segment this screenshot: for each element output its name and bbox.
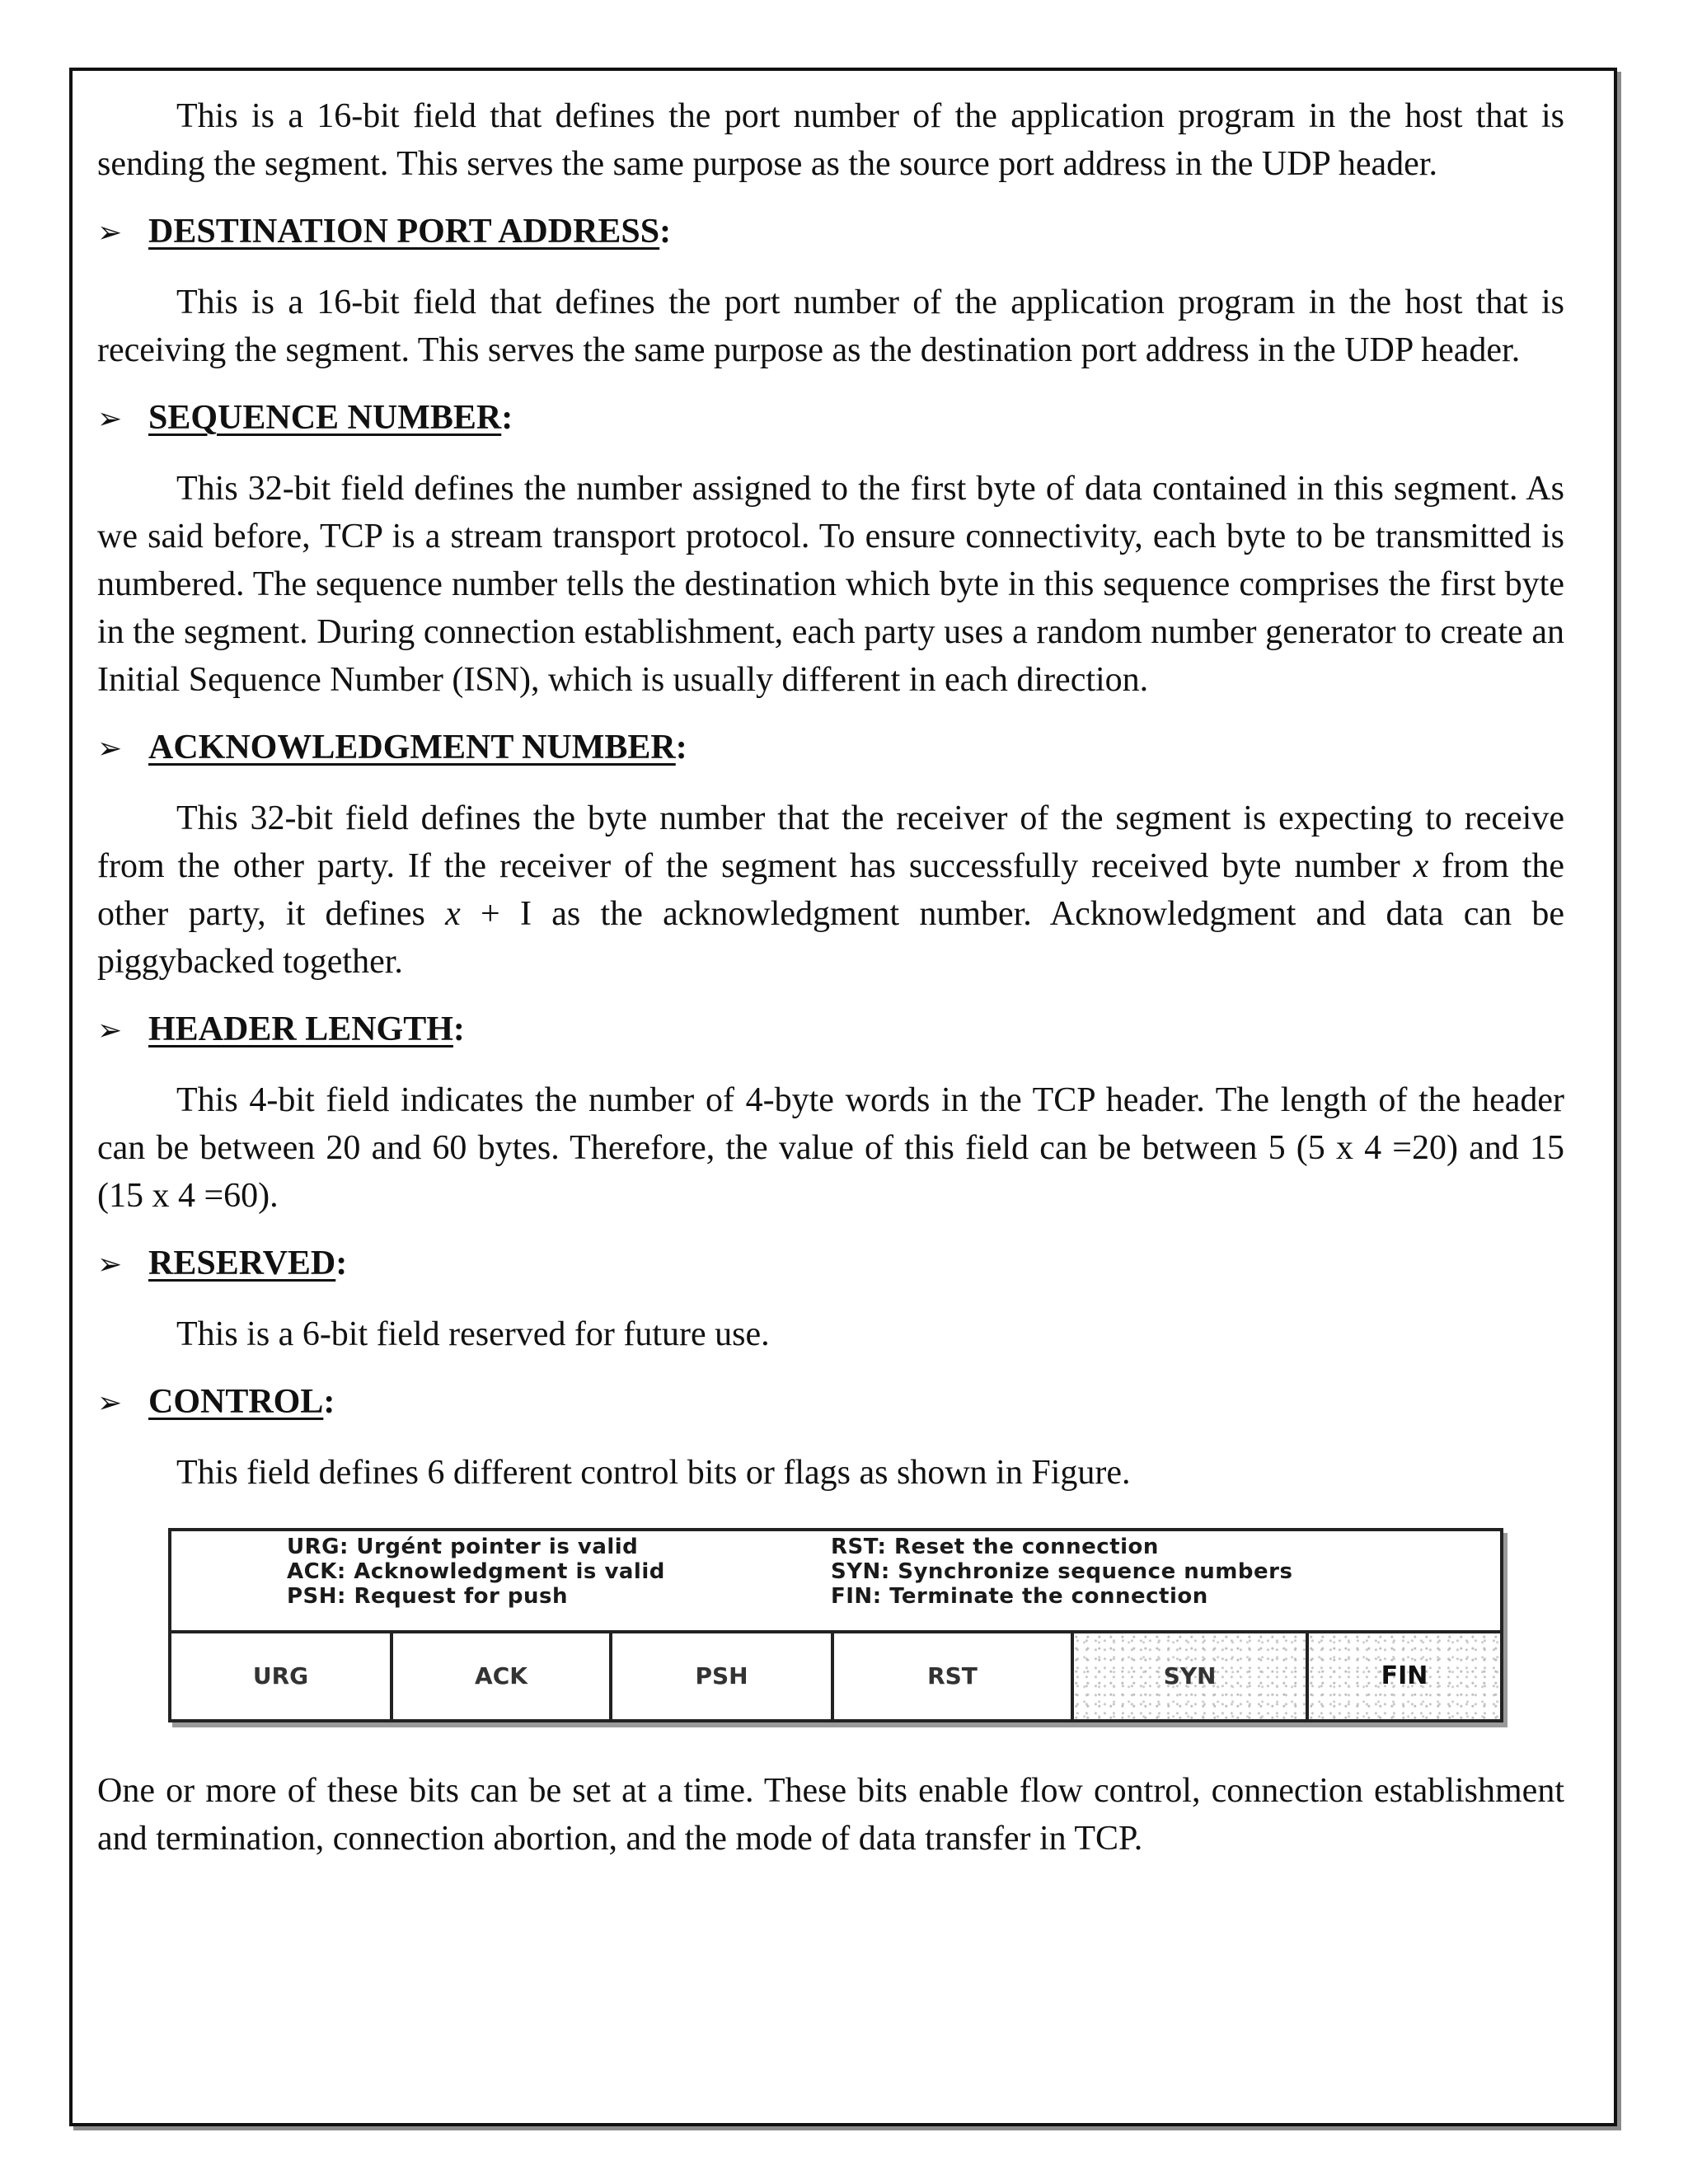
control-paragraph: This field defines 6 different control bits or flags as shown in Figure.	[176, 1454, 1131, 1492]
heading-text: CONTROL	[148, 1383, 324, 1421]
flag-cell-ack: ACK	[393, 1633, 612, 1719]
legend-line: SYN: Synchronize sequence numbers	[831, 1559, 1293, 1584]
flag-cell-rst: RST	[834, 1633, 1074, 1719]
acknowledgment-number-paragraph: This 32-bit field defines the byte number that the receiver of the segment is expecting to receive from the other party. If the receiver of the segment has successfully received byte number x from the other party, it defines x + I as the acknowledgment number. Acknowledgment and data can be piggybacked together.	[97, 799, 1565, 981]
arrow-bullet-icon: ➢	[97, 1014, 123, 1047]
flag-cell-fin: FIN	[1309, 1633, 1500, 1719]
section-heading-sequence-number: ➢ SEQUENCE NUMBER :	[97, 394, 1564, 443]
flag-bit-row	[171, 1630, 1500, 1719]
legend-line: RST: Reset the connection	[831, 1535, 1159, 1559]
heading-text: ACKNOWLEDGMENT NUMBER	[148, 729, 676, 766]
intro-paragraph: This is a 16-bit field that defines the port number of the application program in the host that is sending the segment. This serves the same purpose as the source port address in the UDP header.	[97, 97, 1564, 183]
legend-line: URG: Urgént pointer is valid	[287, 1535, 639, 1559]
arrow-bullet-icon: ➢	[97, 732, 123, 766]
control-flags-figure	[168, 1528, 1503, 1722]
section-heading-header-length: ➢ HEADER LENGTH :	[97, 1005, 1564, 1055]
arrow-bullet-icon: ➢	[97, 216, 123, 250]
section-heading-acknowledgment-number: ➢ ACKNOWLEDGMENT NUMBER :	[97, 724, 1564, 773]
heading-text: DESTINATION PORT ADDRESS	[148, 213, 660, 251]
legend-line: ACK: Acknowledgment is valid	[287, 1559, 665, 1584]
document-body	[97, 92, 1564, 1863]
header-length-paragraph: This 4-bit field indicates the number of 4-byte words in the TCP header. The length of the header can be between 20 and 60 bytes. Therefore, the value of this field can be between 5 (5 x 4 =20) and 15 (15 x 4 =60).	[97, 1081, 1564, 1215]
heading-text: RESERVED	[148, 1244, 336, 1282]
sequence-number-paragraph: This 32-bit field defines the number assigned to the first byte of data contained in this segment. As we said before, TCP is a stream transport protocol. To ensure connectivity, each byte to be transmitted is numbered. The sequence number tells the destination which byte in this sequence comprises the first byte in the segment. During connection establishment, each party uses a random number generator to create an Initial Sequence Number (ISN), which is usually different in each direction.	[97, 470, 1564, 699]
legend-line: FIN: Terminate the connection	[831, 1584, 1208, 1609]
destination-port-paragraph: This is a 16-bit field that defines the port number of the application program in the host that is receiving the segment. This serves the same purpose as the destination port address in the UDP header.	[97, 284, 1564, 369]
arrow-bullet-icon: ➢	[97, 1386, 123, 1420]
heading-text: SEQUENCE NUMBER	[148, 399, 502, 437]
flag-cell-syn: SYN	[1074, 1633, 1309, 1719]
variable-x: x	[1413, 847, 1429, 885]
arrow-bullet-icon: ➢	[97, 1248, 123, 1282]
arrow-bullet-icon: ➢	[97, 402, 123, 436]
heading-text: HEADER LENGTH	[148, 1010, 453, 1048]
section-heading-destination-port: ➢ DESTINATION PORT ADDRESS :	[97, 208, 1564, 257]
reserved-paragraph: This is a 6-bit field reserved for future use.	[176, 1315, 770, 1353]
section-heading-control: ➢ CONTROL :	[97, 1378, 1564, 1427]
variable-x: x	[445, 895, 461, 933]
figure-legend-right	[831, 1535, 1292, 1609]
figure-legend-left	[287, 1535, 665, 1609]
flag-cell-psh: PSH	[612, 1633, 834, 1719]
flag-cell-urg: URG	[171, 1633, 393, 1719]
legend-line: PSH: Request for push	[287, 1584, 569, 1609]
section-heading-reserved: ➢ RESERVED :	[97, 1240, 1564, 1289]
closing-paragraph: One or more of these bits can be set at a time. These bits enable flow control, connection establishment and termination, connection abortion, and the mode of data transfer in TCP.	[97, 1772, 1564, 1858]
